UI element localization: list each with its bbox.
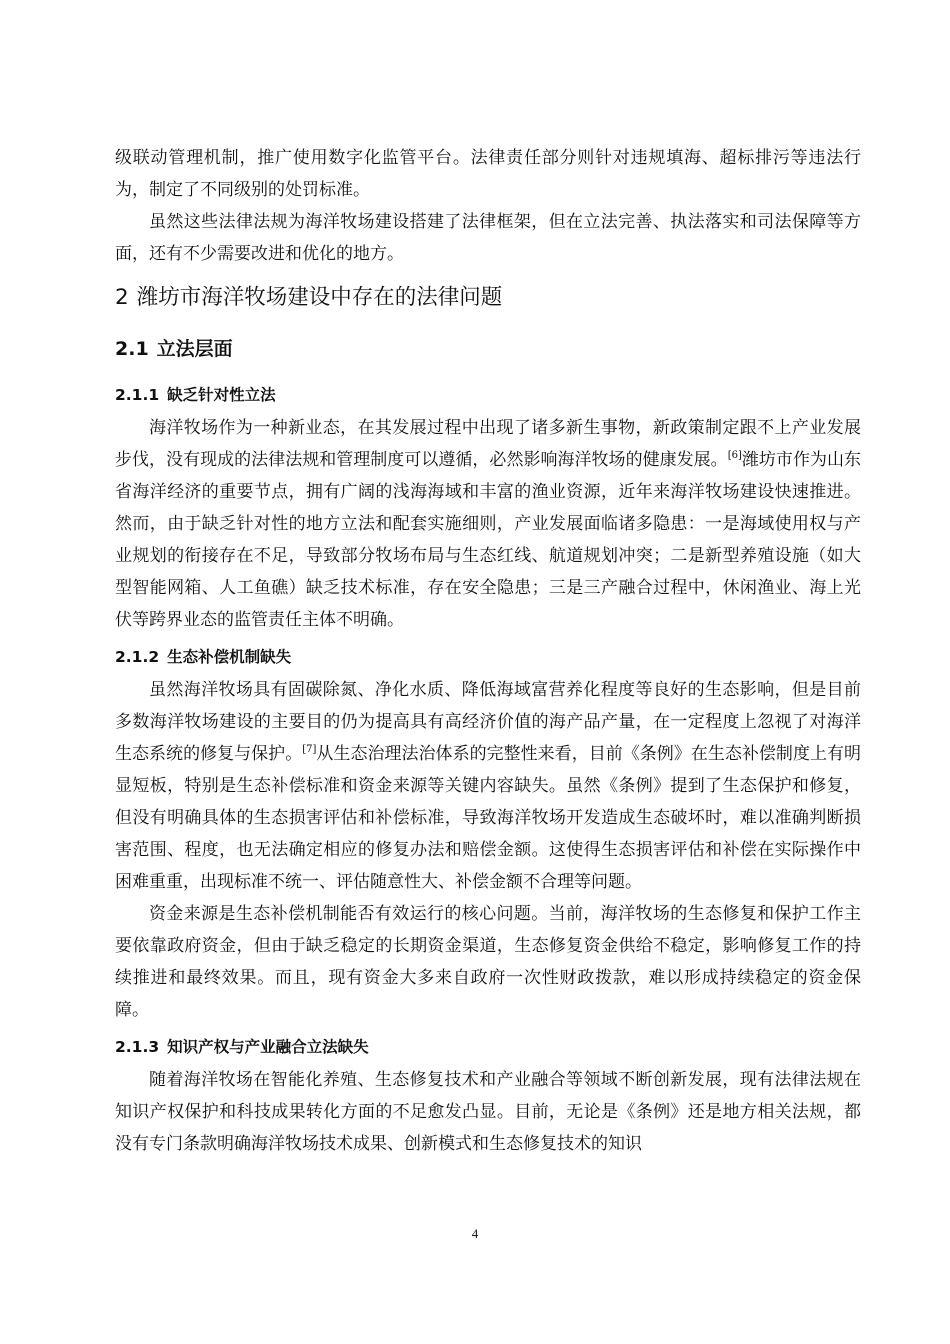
subsection-number: 2.1 [115,338,149,360]
citation-ref: [6] [727,450,742,461]
subsection-heading-2-1 [115,324,861,374]
subsubsection-title: 生态补偿机制缺失 [167,648,292,666]
subsubsection-title: 缺乏针对性立法 [167,386,276,404]
subsubsection-number: 2.1.1 [115,386,160,404]
section-heading-2 [115,272,861,324]
subsubsection-heading-2-1-1 [115,378,861,412]
subsubsection-number: 2.1.2 [115,648,160,666]
subsection-title: 立法层面 [156,338,233,360]
section-number: 2 [115,285,129,310]
page-number: 4 [471,1226,479,1241]
paragraph-text: 从生态治理法治体系的完整性来看，目前《条例》在生态补偿制度上有明显短板，特别是生态补偿标准和资金来源等关键内容缺失。虽然《条例》提到了生态保护和修复，但没有明确具体的生态损害评估和补偿标准，导致海洋牧场开发造成生态破坏时，难以准确判断损害范围、程度，也无法确定相应的修复办法和赔偿金额。这使得生态损害评估和补偿在实际操作中困难重重，出现标准不统一、评估随意性大、补偿金额不合理等问题。 [115,744,862,892]
paragraph-text: 海洋牧场作为一种新业态，在其发展过程中出现了诸多新生事物，新政策制定跟不上产业发展步伐，没有现成的法律法规和管理制度可以遵循，必然影响海洋牧场的健康发展。 [115,418,861,470]
subsubsection-heading-2-1-3 [115,1030,861,1064]
citation-ref: [7] [302,744,317,755]
document-body [115,142,861,1160]
subsubsection-title: 知识产权与产业融合立法缺失 [167,1038,369,1056]
paragraph-eco-compensation [115,674,861,898]
paragraph-legal-framework: 虽然这些法律法规为海洋牧场建设搭建了法律框架，但在立法完善、执法落实和司法保障等方面，还有不少需要改进和优化的地方。 [115,212,861,264]
paragraph-targeted-legislation [115,412,861,636]
subsubsection-heading-2-1-2 [115,640,861,674]
section-title: 潍坊市海洋牧场建设中存在的法律问题 [136,285,503,310]
paragraph-ip-legislation: 随着海洋牧场在智能化养殖、生态修复技术和产业融合等领域不断创新发展，现有法律法规在知识产权保护和科技成果转化方面的不足愈发凸显。目前，无论是《条例》还是地方相关法规，都没有专门条款明确海洋牧场技术成果、创新模式和生态修复技术的知识 [115,1070,861,1154]
paragraph-funding: 资金来源是生态补偿机制能否有效运行的核心问题。当前，海洋牧场的生态修复和保护工作主要依靠政府资金，但由于缺乏稳定的长期资金渠道，生态修复资金供给不稳定，影响修复工作的持续推进和最终效果。而且，现有资金大多来自政府一次性财政拨款，难以形成持续稳定的资金保障。 [115,904,861,1020]
paragraph-text: 虽然海洋牧场具有固碳除氮、净化水质、降低海域富营养化程度等良好的生态影响，但是目前多数海洋牧场建设的主要目的仍为提高具有高经济价值的海产品产量，在一定程度上忽视了对海洋生态系统的修复与保护。 [115,680,861,764]
paragraph-continued: 级联动管理机制，推广使用数字化监管平台。法律责任部分则针对违规填海、超标排污等违法行为，制定了不同级别的处罚标准。 [115,148,861,200]
paragraph-text: 潍坊市作为山东省海洋经济的重要节点，拥有广阔的浅海海域和丰富的渔业资源，近年来海洋牧场建设快速推进。然而，由于缺乏针对性的地方立法和配套实施细则，产业发展面临诸多隐患：一是海域使用权与产业规划的衔接存在不足，导致部分牧场布局与生态红线、航道规划冲突；二是新型养殖设施（如大型智能网箱、人工鱼礁）缺乏技术标准，存在安全隐患；三是三产融合过程中，休闲渔业、海上光伏等跨界业态的监管责任主体不明确。 [115,450,862,630]
subsubsection-number: 2.1.3 [115,1038,160,1056]
